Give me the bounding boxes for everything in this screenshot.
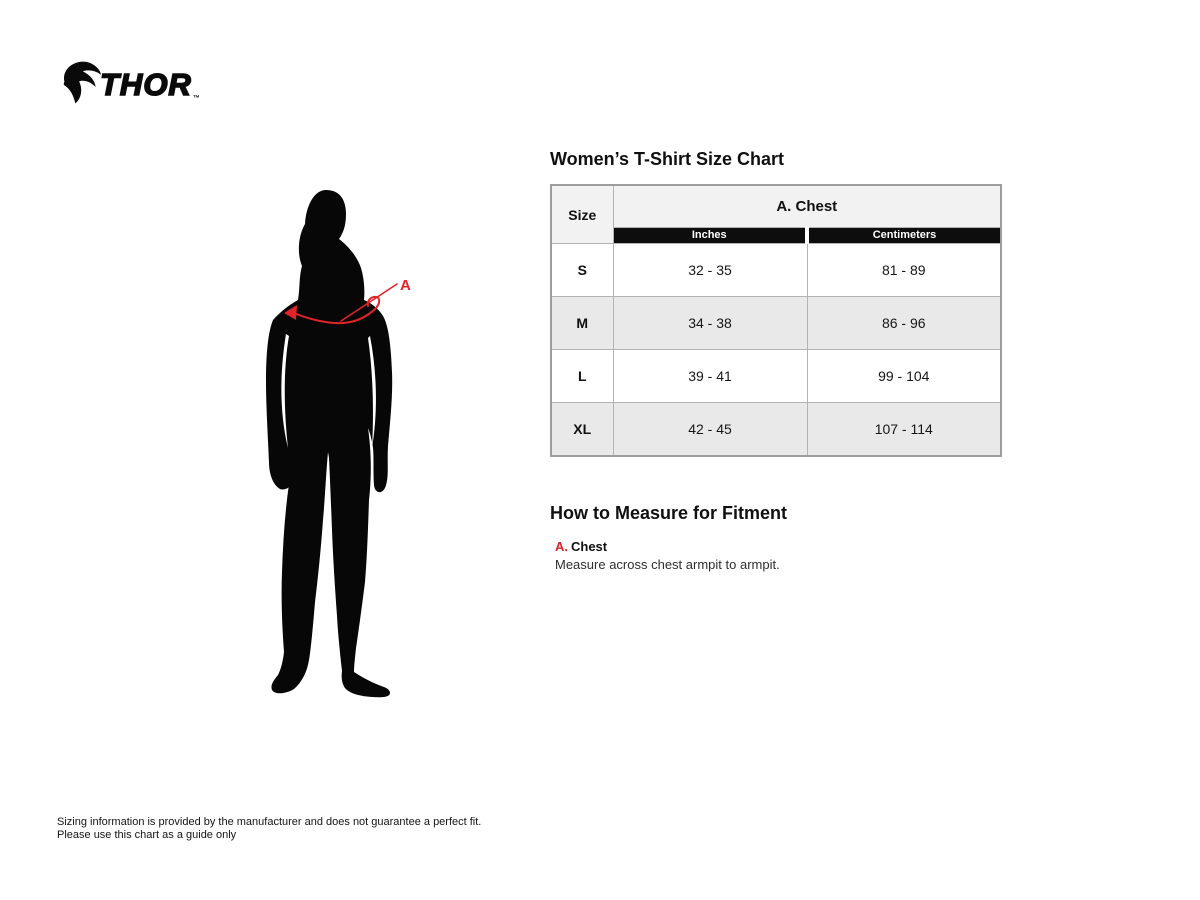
table-row-l [551, 350, 1001, 403]
measure-key-letter: A. [555, 539, 568, 554]
thor-logo [57, 57, 200, 104]
inches-value: 34 - 38 [613, 297, 807, 350]
trademark-symbol: ™ [192, 95, 200, 102]
size-label: S [551, 244, 613, 297]
table-header-row [551, 185, 1001, 228]
inches-value: 39 - 41 [613, 350, 807, 403]
centimeters-value: 99 - 104 [807, 350, 1001, 403]
measurement-figure [248, 186, 448, 706]
measure-item-chest [555, 539, 607, 554]
size-table [550, 184, 1002, 457]
size-column-header: Size [551, 185, 613, 244]
table-row-xl [551, 403, 1001, 456]
centimeters-value: 81 - 89 [807, 244, 1001, 297]
measure-key-name: Chest [571, 539, 608, 554]
inches-value: 32 - 35 [613, 244, 807, 297]
size-label: M [551, 297, 613, 350]
thor-logo-text: THOR [100, 67, 192, 102]
thor-helmet-icon [57, 57, 103, 104]
disclaimer-line-1: Sizing information is provided by the manufacturer and does not guarantee a perfect fit. [57, 816, 482, 828]
inches-unit-header: Inches [613, 228, 807, 244]
chest-group-header: A. Chest [613, 185, 1001, 228]
disclaimer-line-2: Please use this chart as a guide only [57, 829, 237, 841]
how-to-measure-heading: How to Measure for Fitment [550, 503, 788, 523]
size-label: L [551, 350, 613, 403]
inches-value: 42 - 45 [613, 403, 807, 456]
female-silhouette [248, 186, 448, 706]
size-chart-title: Women’s T-Shirt Size Chart [550, 149, 785, 169]
centimeters-value: 107 - 114 [807, 403, 1001, 456]
centimeters-unit-header: Centimeters [807, 228, 1001, 244]
table-row-s [551, 244, 1001, 297]
measure-description: Measure across chest armpit to armpit. [555, 557, 780, 572]
unit-header-row [551, 228, 1001, 244]
disclaimer [57, 816, 481, 842]
centimeters-value: 86 - 96 [807, 297, 1001, 350]
size-label: XL [551, 403, 613, 456]
table-row-m [551, 297, 1001, 350]
chest-label-a: A [400, 277, 411, 294]
